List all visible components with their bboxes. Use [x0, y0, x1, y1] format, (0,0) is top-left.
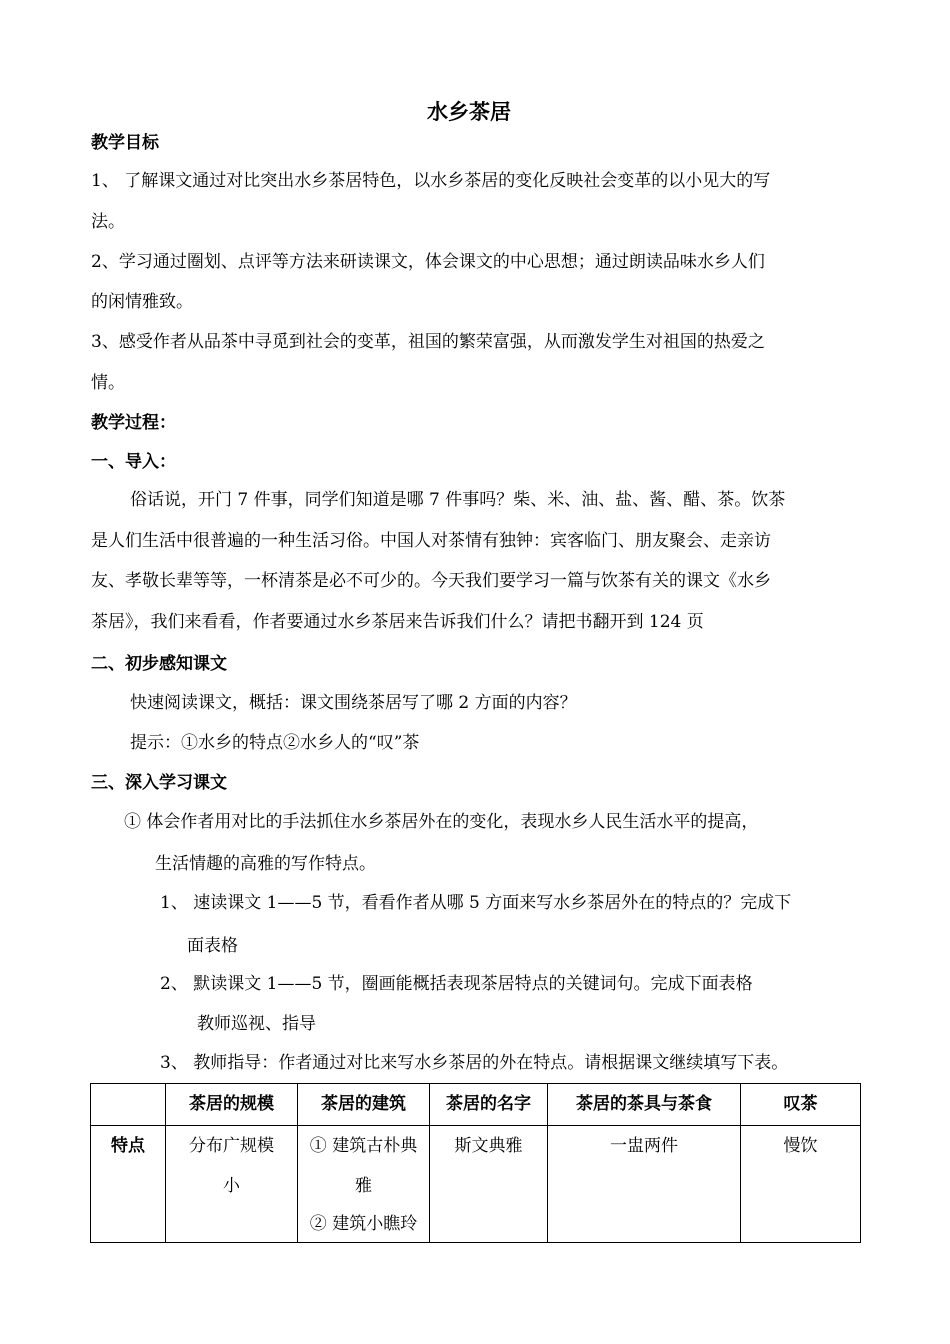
- table-cell-name: 斯文典雅: [430, 1126, 548, 1243]
- goal-2-line-1: 2、学习通过圈划、点评等方法来研读课文，体会课文的中心思想；通过朗读品味水乡人们: [91, 252, 765, 272]
- table-cell-ware: 一盅两件: [548, 1126, 741, 1243]
- section3-step1-line-2: 面表格: [187, 936, 238, 956]
- table-header-row: [91, 1084, 861, 1126]
- section3-point1-line-1: ① 体会作者用对比的手法抓住水乡茶居外在的变化，表现水乡人民生活水平的提高，: [124, 812, 759, 832]
- features-table: [90, 1083, 861, 1243]
- table-cell-building-line-2: 雅: [355, 1176, 372, 1196]
- table-cell-building-line-1: ① 建筑古朴典: [309, 1136, 418, 1156]
- table-header-drink: 叹茶: [741, 1084, 861, 1126]
- table-cell-scale: [166, 1126, 298, 1243]
- table-header-building: 茶居的建筑: [298, 1084, 430, 1126]
- table-header-ware: 茶居的茶具与茶食: [548, 1084, 741, 1126]
- table-header-scale: 茶居的规模: [166, 1084, 298, 1126]
- table-cell-scale-line-2: 小: [223, 1176, 240, 1196]
- table-cell-building: [298, 1126, 430, 1243]
- goal-1-line-1: 1、 了解课文通过对比突出水乡茶居特色，以水乡茶居的变化反映社会变革的以小见大的写: [91, 171, 771, 191]
- process-heading: 教学过程：: [91, 413, 176, 433]
- table-cell-scale-line-1: 分布广规模: [189, 1136, 274, 1156]
- page-title: 水乡茶居: [427, 100, 511, 124]
- section3-step2-line-1: 2、 默读课文 1——5 节，圈画能概括表现茶居特点的关键词句。完成下面表格: [160, 974, 753, 994]
- section3-step2-line-2: 教师巡视、指导: [197, 1014, 316, 1034]
- table-row: [91, 1126, 861, 1243]
- goals-heading: 教学目标: [91, 133, 159, 153]
- table-cell-drink: 慢饮: [741, 1126, 861, 1243]
- section2-heading: 二、初步感知课文: [91, 654, 227, 674]
- table-header-name: 茶居的名字: [430, 1084, 548, 1126]
- section3-step1-line-1: 1、 速读课文 1——5 节，看看作者从哪 5 方面来写水乡茶居外在的特点的？完成下: [160, 893, 792, 913]
- goal-1-line-2: 法。: [91, 212, 125, 232]
- section3-point1-line-2: 生活情趣的高雅的写作特点。: [155, 854, 376, 874]
- table-row-label: 特点: [91, 1126, 166, 1243]
- section2-line-2: 提示：①水乡的特点②水乡人的“叹”茶: [130, 733, 420, 753]
- section3-step3: 3、 教师指导：作者通过对比来写水乡茶居的外在特点。请根据课文继续填写下表。: [160, 1053, 789, 1073]
- section3-heading: 三、深入学习课文: [91, 773, 227, 793]
- section1-line-4: 茶居》，我们来看看，作者要通过水乡茶居来告诉我们什么？请把书翻开到 124 页: [91, 612, 704, 632]
- table-cell-building-line-3: ② 建筑小瞧玲: [309, 1214, 418, 1234]
- section1-line-3: 友、孝敬长辈等等，一杯清茶是必不可少的。今天我们要学习一篇与饮茶有关的课文《水乡: [91, 571, 771, 591]
- goal-3-line-1: 3、感受作者从品茶中寻觅到社会的变革，祖国的繁荣富强，从而激发学生对祖国的热爱之: [91, 332, 765, 352]
- goal-3-line-2: 情。: [91, 373, 125, 393]
- table-header-empty: [91, 1084, 166, 1126]
- goal-2-line-2: 的闲情雅致。: [91, 292, 193, 312]
- section1-heading: 一、导入：: [91, 452, 176, 472]
- section1-line-2: 是人们生活中很普遍的一种生活习俗。中国人对茶情有独钟：宾客临门、朋友聚会、走亲访: [91, 531, 771, 551]
- section2-line-1: 快速阅读课文，概括：课文围绕茶居写了哪 2 方面的内容？: [130, 693, 577, 713]
- section1-line-1: 俗话说，开门 7 件事，同学们知道是哪 7 件事吗？柴、米、油、盐、酱、醋、茶。饮茶: [130, 490, 786, 510]
